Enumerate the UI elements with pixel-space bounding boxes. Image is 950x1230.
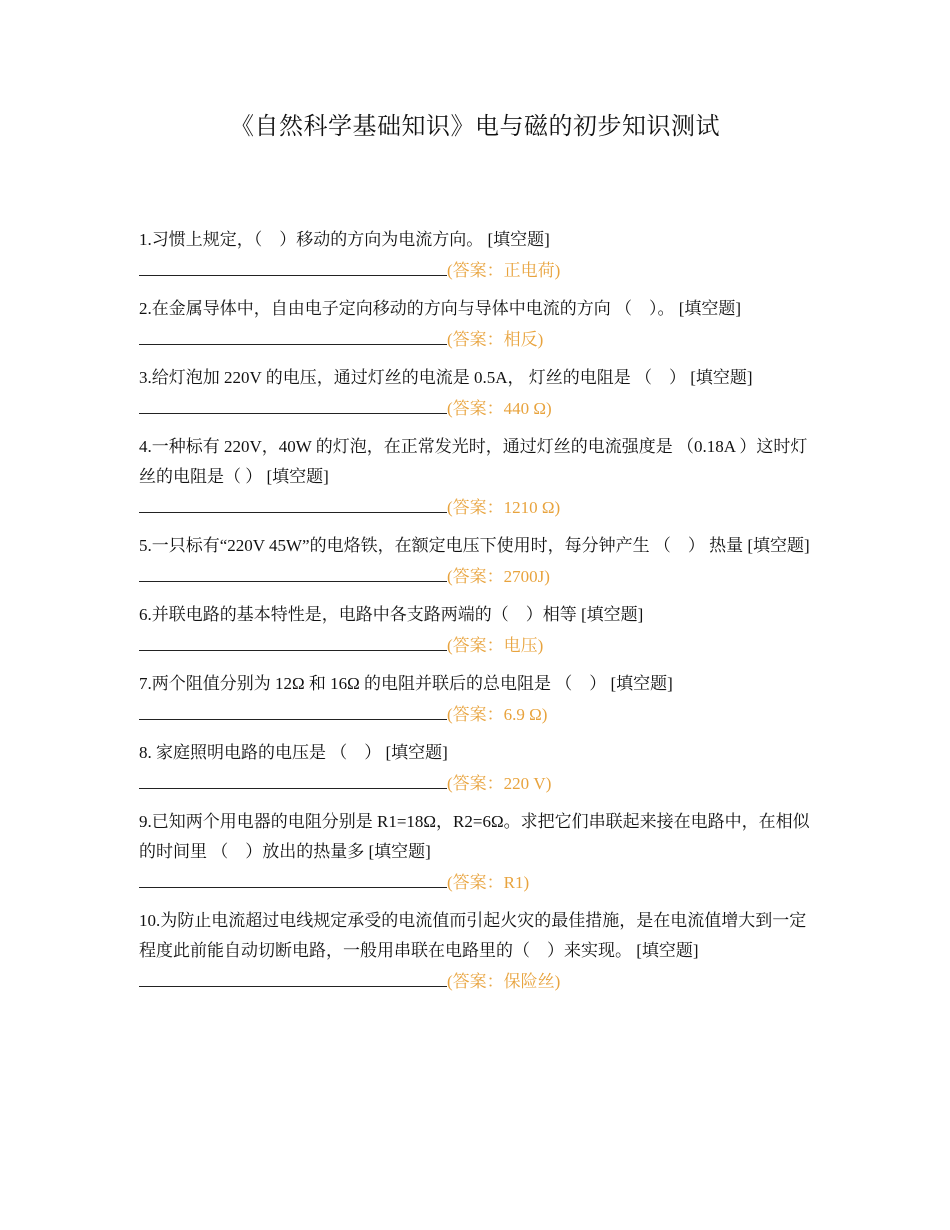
answer-line: [139, 699, 814, 730]
answer-line: [139, 630, 814, 661]
answer-line: [139, 492, 814, 523]
question-item: [139, 294, 814, 355]
question-text: 6.并联电路的基本特性是，电路中各支路两端的（ ）相等 [填空题]: [139, 605, 644, 624]
answer-blank[interactable]: [139, 255, 447, 276]
answer-blank[interactable]: [139, 492, 447, 513]
question-text: 7.两个阻值分别为 12Ω 和 16Ω 的电阻并联后的总电阻是 （ ） [填空题]: [139, 674, 673, 693]
question-item: [139, 225, 814, 286]
answer-text: (答案：R1): [447, 873, 530, 892]
answer-line: [139, 324, 814, 355]
question-item: [139, 906, 814, 997]
document-title: 《自然科学基础知识》电与磁的初步知识测试: [230, 114, 720, 140]
question-item: [139, 600, 814, 661]
question-text: 2.在金属导体中，自由电子定向移动的方向与导体中电流的方向 （ ）。 [填空题]: [139, 299, 742, 318]
question-text: 5.一只标有“220V 45W”的电烙铁，在额定电压下使用时，每分钟产生 （ ） 热量 [填空题]: [139, 536, 810, 555]
answer-blank[interactable]: [139, 699, 447, 720]
answer-text: (答案：电压): [447, 636, 544, 655]
question-text: 1.习惯上规定，（ ）移动的方向为电流方向。 [填空题]: [139, 230, 550, 249]
question-text: 9.已知两个用电器的电阻分别是 R1=18Ω，R2=6Ω。求把它们串联起来接在电路中，在相似的时间里 （ ）放出的热量多 [填空题]: [139, 812, 810, 861]
answer-line: [139, 255, 814, 286]
answer-blank[interactable]: [139, 867, 447, 888]
answer-text: (答案：保险丝): [447, 972, 561, 991]
question-item: [139, 738, 814, 799]
answer-text: (答案：220 V): [447, 774, 552, 793]
question-text: 3.给灯泡加 220V 的电压，通过灯丝的电流是 0.5A， 灯丝的电阻是 （ ） [填空题]: [139, 368, 753, 387]
question-text: 8. 家庭照明电路的电压是 （ ） [填空题]: [139, 743, 448, 762]
answer-text: (答案：1210 Ω): [447, 498, 561, 517]
answer-blank[interactable]: [139, 630, 447, 651]
answer-text: (答案：440 Ω): [447, 399, 552, 418]
question-text: 4.一种标有 220V，40W 的灯泡，在正常发光时，通过灯丝的电流强度是 （0.18A ）这时灯丝的电阻是（ ） [填空题]: [139, 437, 808, 486]
answer-text: (答案：相反): [447, 330, 544, 349]
question-item: [139, 432, 814, 523]
answer-blank[interactable]: [139, 966, 447, 987]
answer-line: [139, 867, 814, 898]
question-text: 10.为防止电流超过电线规定承受的电流值而引起火灾的最佳措施，是在电流值增大到一定程度此前能自动切断电路，一般用串联在电路里的（ ）来实现。 [填空题]: [139, 911, 807, 960]
answer-text: (答案：2700J): [447, 567, 550, 586]
question-item: [139, 531, 814, 592]
answer-line: [139, 768, 814, 799]
answer-blank[interactable]: [139, 393, 447, 414]
answer-text: (答案：正电荷): [447, 261, 561, 280]
answer-text: (答案：6.9 Ω): [447, 705, 548, 724]
answer-line: [139, 966, 814, 997]
answer-blank[interactable]: [139, 324, 447, 345]
question-item: [139, 363, 814, 424]
question-item: [139, 807, 814, 898]
answer-line: [139, 393, 814, 424]
question-item: [139, 669, 814, 730]
answer-blank[interactable]: [139, 561, 447, 582]
answer-blank[interactable]: [139, 768, 447, 789]
answer-line: [139, 561, 814, 592]
question-list: [139, 225, 814, 1005]
